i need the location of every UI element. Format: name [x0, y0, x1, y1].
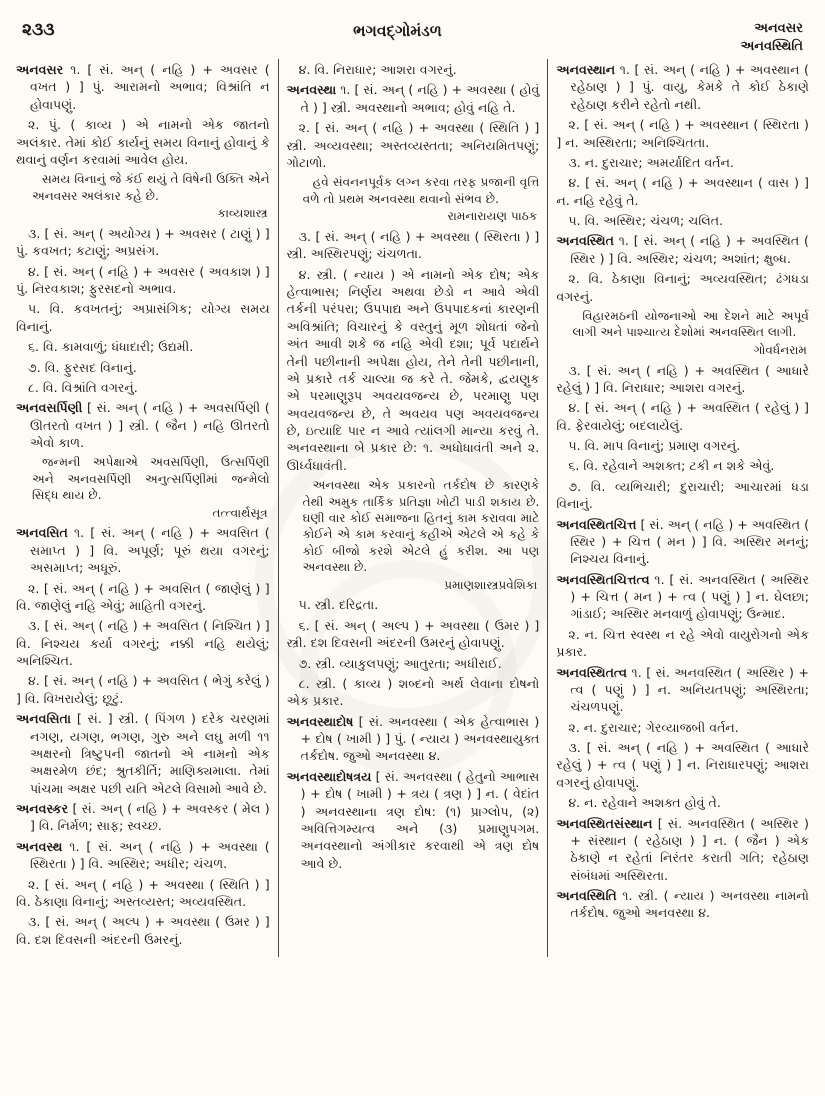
- dictionary-entry: અનવસિતા [ સં. ] સ્ત્રી. ( પિંગળ ) દરેક ચરણમાં નગણ, યગણ, ભગણ, ગુરુ અને લઘુ મળી ૧૧ અક્ષરનો ત્રિષ્ટુપની જાતનો એ નામનો એક અક્ષરમેળ છંદ; શ્રુતકીર્તિ; માણિક્યમાલા. તેમાં પાંચમા અક્ષર પછી યતિ એટલે વિસામો આવે છે.: [16, 711, 270, 796]
- entry-sense: ૭. વિ. ફુરસદ વિનાનું.: [28, 359, 137, 375]
- entry-quote: વિહારમઠની યોજનાઓ આ દેશને માટે અપૂર્વ લાગી અને પાશ્ચાત્ય દેશોમાં અનવસ્થિત લાગી.: [572, 308, 809, 340]
- dictionary-entry: અનવસ્થાન ૧. [ સં. અન્ ( નહિ ) + અવસ્થાન ( રહેઠાણ ) ] પું. વાયુ, કેમકે તે કોઈ ઠેકાણે રહેઠાણ કરીને રહેતો નથી.: [556, 62, 809, 112]
- entry-attribution: કાવ્યશાસ્ત્ર: [217, 206, 268, 221]
- page-number: ૨૩૩: [22, 20, 55, 40]
- entry-attribution: રામનારાયણ પાઠક: [447, 209, 538, 224]
- entry-sense: ૪. [ સં. અન્ ( નહિ ) + અવસિત ( ભેગું કરેલું ) ] વિ. વિખરાયેલું; છૂટું.: [16, 673, 270, 706]
- entry-sense: ૮. સ્ત્રી. ( કાવ્ય ) શબ્દનો અર્થ લેવાના દોષનો એક પ્રકાર.: [286, 675, 540, 709]
- headword: અનવસ્થા: [286, 82, 337, 98]
- entry-sense: ૩. [ સં. અન્ ( નહિ ) + અવસિત ( નિશ્ચિત ) ] વિ. નિશ્ચય કર્યા વગરનું; નક્કી નહિ થયેલું; અનિશ્ચિત.: [16, 618, 270, 669]
- entry-sense: ૫. સ્ત્રી. દરિદ્રતા.: [298, 597, 379, 613]
- entry-quote: જન્મની અપેક્ષાએ અવસર્પિણી, ઉત્સર્પિણી અને અનવસર્પિણી અનુત્સર્પિણીમાં જન્મેલો સિદ્ધ થાય છે.: [32, 455, 270, 503]
- headword: અનવસ્થિત: [556, 233, 614, 249]
- entry-sense: ૫. વિ. કવખતનું; અપ્રાસંગિક; યોગ્ય સમય વિનાનું.: [16, 301, 270, 334]
- dictionary-entry: અનવસ્થાદોષત્રય [ સં. અનવસ્થા ( હેતુનો આભાસ ) + દોષ ( ખામી ) + ત્રય ( ત્રણ ) ] ન. ( વેદાંત ) અનવસ્થાના ત્રણ દોષ: (૧) પ્રાગ્લોપ, (૨) અવિત્તિગમ્યત્વ અને (૩) પ્રમાણુપગમ. અનવસ્થાનો અંગીકાર કરવાથી એ ત્રણ દોષ આવે છે.: [286, 768, 540, 871]
- dictionary-entry: અનવસર્પિણી [ સં. અન્ ( નહિ ) + અવસર્પિણી ( ઊતરતો વખત ) ] સ્ત્રી. ( જૈન ) નહિ ઊતરતો એવો કાળ.: [16, 400, 270, 451]
- entry-sense: ૪. વિ. નિરાધાર; આશરા વગરનું.: [298, 62, 457, 78]
- headword: અનવસ્થિતસંસ્થાન: [556, 815, 653, 831]
- headword: અનવસ્થાદોષત્રય: [286, 768, 372, 784]
- entry-sense: ૪. સ્ત્રી. ( ન્યાય ) એ નામનો એક દોષ; એક હેત્વાભાસ; નિર્ણય અથવા છેડો ન આવે એવી તર્કની પરંપરા; ઉપપાદ્ય અને ઉપપાદકનાં કારણની અવિશ્રાંતિ; વિચારનું કે વસ્તુનું મૂળ શોધતાં જેનો અંત આવી શકે જ નહિ એવી દશા; પૂર્વ પદાર્થને તેની પછીનાની અપેક્ષા હોય, તેને તેની પછીનાની, એ પ્રકારે તર્ક ચાલ્યા જ કરે તે. જેમકે, દ્વયણુક એ પરમાણુરૂપ અવયવજન્ય છે, પરમાણુ પણ અવયવજન્ય છે, તે અવયવ પણ અવયવજન્ય છે, ઇત્યાદિ પાર ન આવે ત્યાંલગી માન્યા કરવું તે. અનવસ્થાના બે પ્રકાર છે: ૧. અધોધાવંતી અને ૨. ઊર્ધ્વધાવંતી.: [286, 266, 540, 473]
- dictionary-entry: અનવસ્કર [ સં. અન્ ( નહિ ) + અવસ્કર ( મેલ ) ] વિ. નિર્મળ; સાફ; સ્વચ્છ.: [16, 801, 270, 834]
- running-head-first-word: અનવસર: [754, 21, 803, 36]
- column-2: [278, 59, 548, 957]
- headword: અનવસ્થ: [16, 838, 63, 854]
- entry-quote: હવે સંવનનપૂર્વક લગ્ન કરવા તરફ પ્રજાની વૃત્તિ વળે તો પ્રથમ અનવસ્થા થવાનો સંભવ છે.: [302, 175, 540, 206]
- entry-quote: સમય વિનાનું જે કંઈ થયું તે વિષેની ઉક્તિ એને અનવસર અલંકાર કહે છે.: [32, 172, 270, 203]
- headword: અનવસિતા: [16, 711, 71, 727]
- entry-attribution: ગોવર્ધનરામ: [753, 342, 807, 357]
- dictionary-entry: અનવસ્થાદોષ [ સં. અનવસ્થા ( એક હેત્વાભાસ ) + દોષ ( ખામી ) ] પું. ( ન્યાય ) અનવસ્થાયુક્ત તર્કદોષ. જુઓ અનવસ્થા ૪.: [286, 713, 540, 764]
- headword: અનવસ્થાન: [556, 62, 616, 78]
- running-head-last-word: અનવસ્થિતિ: [740, 38, 803, 54]
- dictionary-entry: અનવસિત ૧. [ સં. અન્ ( નહિ ) + અવસિત ( સમાપ્ત ) ] વિ. અપૂર્ણ; પૂરું થયા વગરનું; અસમાપ્ત; અધૂરું.: [16, 525, 270, 576]
- dictionary-entry: અનવસર ૧. [ સં. અન્ ( નહિ ) + અવસર ( વખત ) ] પું. આરામનો અભાવ; વિશ્રાંતિ ન હોવાપણું.: [16, 62, 270, 112]
- column-3: [547, 59, 817, 957]
- dictionary-entry: અનવસ્થિત ૧. [ સં. અન્ ( નહિ ) + અવસ્થિત ( સ્થિર ) ] વિ. અસ્થિર; ચંચળ; અશાંત; ક્ષુબ્ધ.: [556, 233, 809, 266]
- entry-attribution: તત્ત્વાર્થસૂત્ર: [212, 505, 268, 520]
- entry-sense: ૨. [ સં. અન્ ( નહિ ) + અવસિત ( જાણેલું ) ] વિ. જાણેલું નહિ એવું; માહિતી વગરનું.: [16, 580, 270, 613]
- dictionary-entry: અનવસ્થિતચિત્ત [ સં. અન્ ( નહિ ) + અવસ્થિત ( સ્થિર ) + ચિત્ત ( મન ) ] વિ. અસ્થિર મનનું; નિશ્ચય વિનાનું.: [556, 516, 809, 567]
- entry-sense: ૩. [ સં. અન્ ( અલ્પ ) + અવસ્થા ( ઉમર ) ] વિ. દશ દિવસની અંદરની ઉમરનું.: [16, 914, 270, 947]
- entry-sense: ૩. [ સં. અન્ ( નહિ ) + અવસ્થા ( સ્થિરતા ) ] સ્ત્રી. અસ્થિરપણું; ચંચળતા.: [286, 228, 540, 262]
- dictionary-entry: અનવસ્થિતસંસ્થાન [ સં. અનવસ્થિત ( અસ્થિર ) + સંસ્થાન ( રહેઠાણ ) ] ન. ( જૈન ) એક ઠેકાણે ન રહેતાં નિરંતર કરાતી ગતિ; રહેઠાણ સંબંધમાં અસ્થિરતા.: [556, 815, 809, 883]
- headword: અનવસર્પિણી: [16, 400, 83, 416]
- entry-sense: ૨. [ સં. અન્ ( નહિ ) + અવસ્થાન ( સ્થિરતા ) ] ન. અસ્થિરતા; અનિશ્ચિતતા.: [556, 117, 809, 150]
- entry-sense: ૬. વિ. કામવાળું; ધંધાદારી; ઉદ્યમી.: [28, 339, 194, 355]
- column-1: [8, 59, 278, 957]
- entry-sense: ૨. ન. ચિત્ત સ્વસ્થ ન રહે એવો વાયુરોગનો એક પ્રકાર.: [556, 626, 809, 660]
- headword: અનવસ્થિતચિત્ત: [556, 516, 637, 532]
- page-header: [8, 14, 817, 57]
- headword: અનવસ્થિતચિત્તત્વ: [556, 571, 650, 587]
- headword: અનવસ્થિતિ: [556, 888, 617, 904]
- entry-sense: ૨. [ સં. અન્ ( નહિ ) + અવસ્થા ( સ્થિતિ ) ] સ્ત્રી. અવ્યવસ્થા; અસ્તવ્યસ્તતા; અનિયમિતપણું; ગોટાળો.: [286, 120, 540, 170]
- entry-sense: ૨. ન. દુરાચાર; ગેરવ્યાજબી વર્તન.: [568, 719, 739, 735]
- entry-sense: ૬. વિ. રહેવાને અશક્ત; ટકી ન શકે એવું.: [568, 458, 775, 474]
- entry-sense: ૪. [ સં. અન્ ( નહિ ) + અવસર ( અવકાશ ) ] પું. નિરવકાશ; ફુરસદનો અભાવ.: [16, 263, 270, 297]
- entry-sense: ૫. વિ. અસ્થિર; ચંચળ; ચલિત.: [568, 213, 724, 229]
- entry-attribution: પ્રમાણશાસ્ત્રપ્રવેશિકા: [444, 577, 538, 592]
- running-head: [653, 20, 803, 55]
- entry-quote: અનવસ્થા એક પ્રકારનો તર્કદોષ છે કારણકે તેથી અમુક તાર્કિક પ્રતિજ્ઞા ખોટી પાડી શકાય છે. ઘણી વાર કોઈ સમાજના હિતનું કામ કરાવવા માટે કોઈને એ કામ કરવાનું કહીએ એટલે એ કહે કે કોઈ બીજો કરશે એટલે હું કરીશ. આ પણ અનવસ્થા છે.: [302, 478, 540, 575]
- dictionary-entry: અનવસ્થ ૧. [ સં. અન્ ( નહિ ) + અવસ્થા ( સ્થિરતા ) ] વિ. અસ્થિર; અધીર; ચંચળ.: [16, 838, 270, 872]
- page-title: ભગવદ્ગોમંડળ: [353, 22, 442, 40]
- dictionary-entry: અનવસ્થા ૧. [ સં. અન્ ( નહિ ) + અવસ્થા ( હોવું તે ) ] સ્ત્રી. અવસ્થાનો અભાવ; હોવું નહિ તે.: [286, 82, 540, 115]
- entry-sense: ૬. [ સં. અન્ ( અલ્પ ) + અવસ્થા ( ઉમર ) ] સ્ત્રી. દશ દિવસની અંદરની ઉમરનું હોવાપણું.: [286, 617, 540, 651]
- entry-sense: ૮. વિ. વિશ્રાંતિ વગરનું.: [28, 379, 138, 395]
- entry-sense: ૩. [ સં. અન્ ( નહિ ) + અવસ્થિત ( આધારે રહેલું ) ] વિ. નિરાધાર; આશરા વગરનું.: [556, 362, 809, 395]
- entry-sense: ૭. સ્ત્રી. વ્યાકુલપણું; આતુરતા; અધીરાઈ.: [298, 655, 502, 671]
- headword: અનવસિત: [16, 525, 68, 541]
- entry-sense: ૪. [ સં. અન્ ( નહિ ) + અવસ્થાન ( વાસ ) ] ન. નહિ રહેવું તે.: [556, 175, 809, 208]
- entry-sense: ૩. [ સં. અન્ ( અયોગ્ય ) + અવસર ( ટાણું ) ] પું. કવખત; કટાણું; અપ્રસંગ.: [16, 225, 270, 259]
- entry-sense: ૨. વિ. ઠેકાણા વિનાનું; અવ્યવસ્થિત; ઢંગધડા વગરનું.: [556, 271, 809, 304]
- headword: અનવસર: [16, 62, 64, 78]
- entry-sense: ૨. [ સં. અન્ ( નહિ ) + અવસ્થા ( સ્થિતિ ) ] વિ. ઠેકાણા વિનાનું; અસ્તવ્યસ્ત; અવ્યવસ્થિત.: [16, 876, 270, 909]
- entry-sense: ૨. પું. ( કાવ્ય ) એ નામનો એક જાતનો અલંકાર. તેમાં કોઈ કાર્યનું સમય વિનાનું હોવાનું કે થવાનું વર્ણન કરવામાં આવેલ હોય.: [16, 117, 270, 167]
- text-columns: [8, 59, 817, 957]
- headword: અનવસ્થિતત્વ: [556, 664, 628, 680]
- dictionary-entry: અનવસ્થિતચિત્તત્વ ૧. [ સં. અનવસ્થિત ( અસ્થિર ) + ચિત્ત ( મન ) + ત્વ ( પણું ) ] ન. ઘેલછા; ગાંડાઈ; અસ્થિર મનવાળું હોવાપણું; ઉન્માદ.: [556, 571, 809, 622]
- entry-sense: ૫. વિ. માપ વિનાનું; પ્રમાણ વગરનું.: [568, 438, 741, 454]
- entry-sense: ૩. [ સં. અન્ ( નહિ ) + અવસ્થિત ( આધારે રહેલું ) + ત્વ ( પણું ) ] ન. નિરાધારપણું; આશરા વગરનું હોવાપણું.: [556, 740, 809, 790]
- entry-sense: ૪. ન. રહેવાને અશક્ત હોવું તે.: [568, 795, 721, 811]
- headword: અનવસ્કર: [16, 801, 69, 817]
- entry-sense: ૩. ન. દુરાચાર; અમર્યાદિત વર્તન.: [568, 154, 735, 170]
- entry-sense: ૪. [ સં. અન્ ( નહિ ) + અવસ્થિત ( રહેલું ) ] વિ. ફેરવાયેલું; બદલાયેલું.: [556, 400, 809, 433]
- entry-sense: ૭. વિ. વ્યભિચારી; દુરાચારી; આચારમાં ધડા વિનાનું.: [556, 478, 809, 512]
- headword: અનવસ્થાદોષ: [286, 713, 354, 729]
- dictionary-entry: અનવસ્થિતિ ૧. સ્ત્રી. ( ન્યાય ) અનવસ્થા નામનો તર્કદોષ. જુઓ અનવસ્થા ૪.: [556, 888, 809, 921]
- dictionary-entry: અનવસ્થિતત્વ ૧. [ સં. અનવસ્થિત ( અસ્થિર ) + ત્વ ( પણું ) ] ન. અનિયતપણું; અસ્થિરતા; ચંચળપણું.: [556, 664, 809, 715]
